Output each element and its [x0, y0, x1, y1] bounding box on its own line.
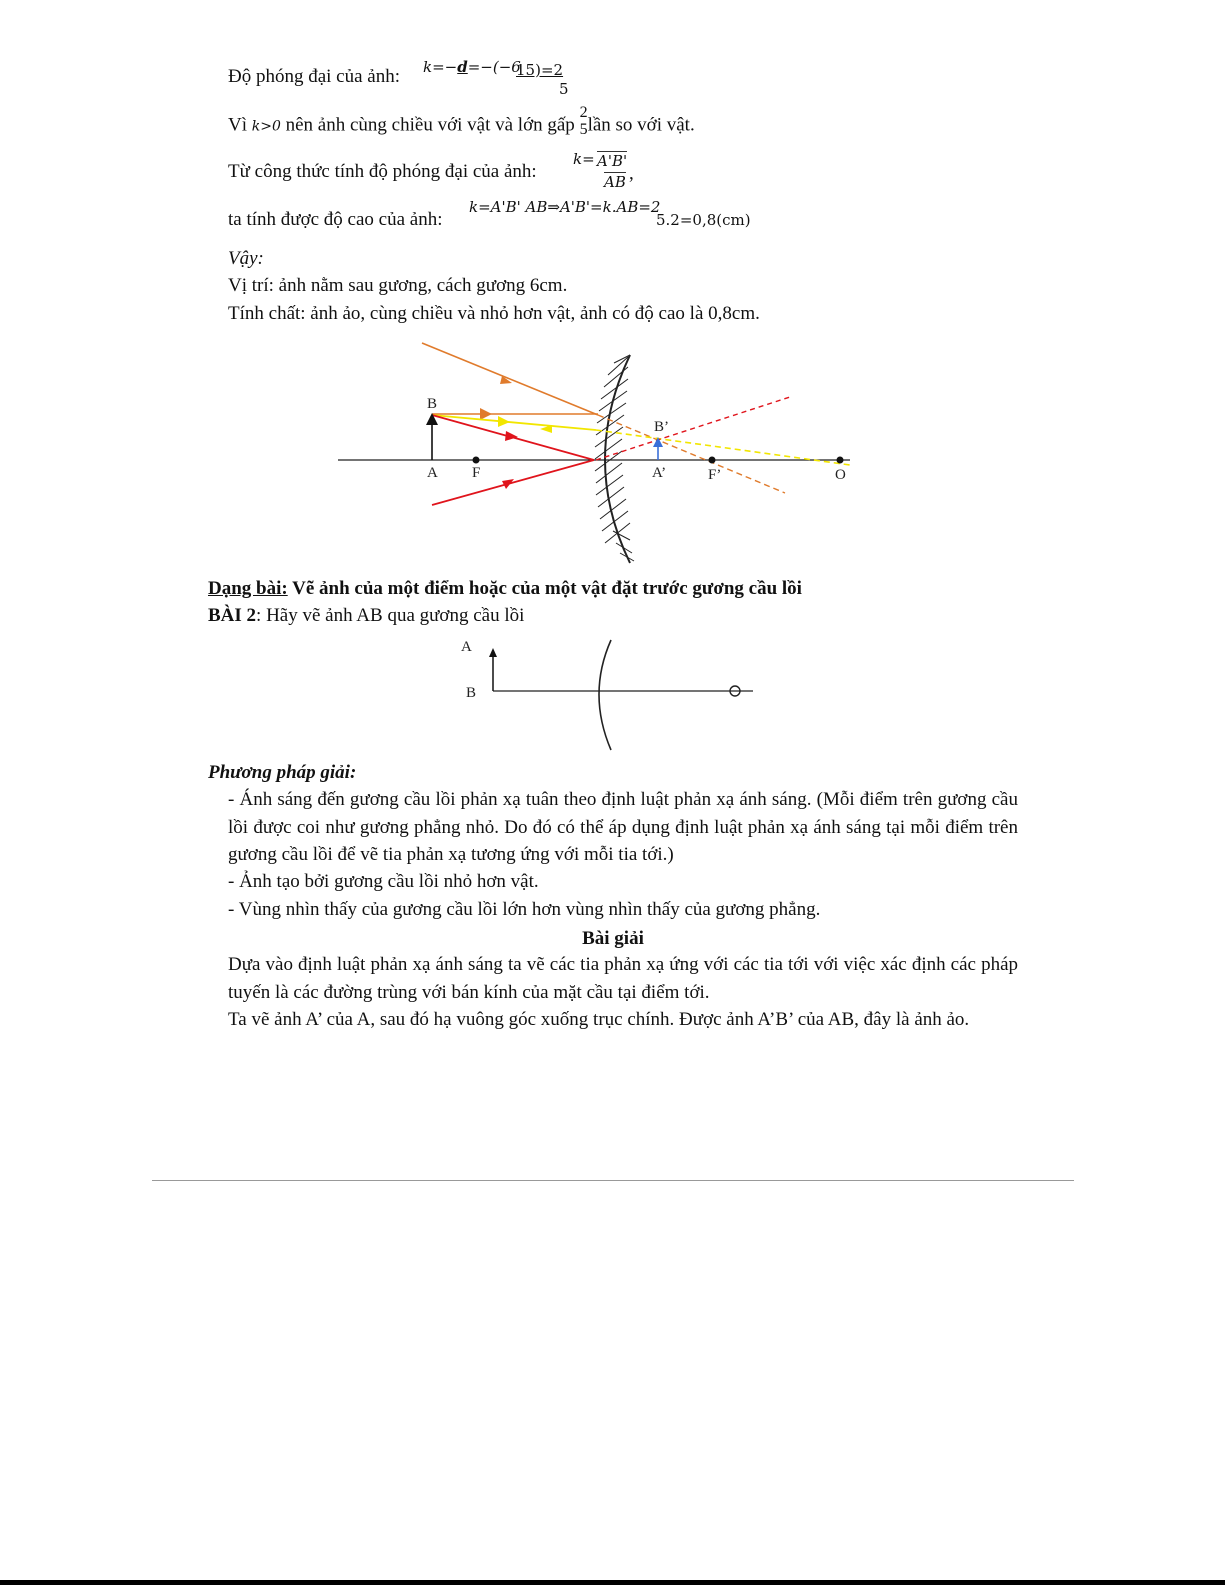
solution-paragraph-1: Dựa vào định luật phản xạ ánh sáng ta vẽ các tia phản xạ ứng với các tia tới với việc xác định các pháp tuyến là các đường trùng với bán kính của mặt cầu tại điểm tới.	[228, 954, 1018, 1003]
solution-paragraph-2: Ta vẽ ảnh A’ của A, sau đó hạ vuông góc xuống trục chính. Được ảnh A’B’ của AB, đây là ảnh ảo.	[228, 1009, 970, 1030]
center-point-O	[837, 457, 844, 464]
focus-point-Fp	[709, 457, 716, 464]
direction-line: Vì k>0 nên ảnh cùng chiều với vật và lớn gấp 2 5 lần so với vật.	[228, 104, 695, 138]
method-paragraph-3: - Vùng nhìn thấy của gương cầu lồi lớn hơn vùng nhìn thấy của gương phẳng.	[228, 899, 821, 920]
problem-type-heading: Dạng bài: Vẽ ảnh của một điểm hoặc của một vật đặt trước gương cầu lồi	[208, 578, 802, 599]
magnification-formula-end: 15)=2	[516, 61, 564, 79]
yellow-incident-arrow	[498, 416, 510, 427]
solution-heading: Bài giải	[582, 928, 644, 949]
convex-mirror	[605, 355, 630, 563]
label-A-2: A	[461, 639, 472, 655]
red-reflected-ray	[432, 460, 594, 505]
property-conclusion: Tính chất: ảnh ảo, cùng chiều và nhỏ hơn vật, ảnh có độ cao là 0,8cm.	[228, 303, 760, 324]
label-B: B	[427, 396, 438, 412]
orange-extension	[598, 415, 785, 493]
label-Fp: F’	[708, 467, 722, 483]
red-extension	[596, 397, 790, 460]
label-O: O	[835, 467, 846, 483]
object-arrowhead-2	[489, 648, 497, 657]
height-line: ta tính được độ cao của ảnh:	[228, 209, 443, 230]
method-paragraph-2: - Ảnh tạo bởi gương cầu lồi nhỏ hơn vật.	[228, 871, 539, 892]
height-formula: k=A'B' AB⇒A'B'=k.AB=2	[469, 198, 661, 216]
label-Bp: B’	[654, 419, 669, 435]
conclusion-heading: Vậy:	[228, 248, 264, 269]
orange-incident-arrow	[480, 408, 492, 420]
formula-line: Từ công thức tính độ phóng đại của ảnh:	[228, 161, 537, 182]
magnification-text: Độ phóng đại của ảnh:	[228, 66, 401, 87]
position-conclusion: Vị trí: ảnh nằm sau gương, cách gương 6cm.	[228, 275, 568, 296]
footer-rule	[152, 1180, 1074, 1181]
magnification-formula: k=−d=−(−6	[423, 58, 521, 76]
exercise-2-heading: BÀI 2: Hãy vẽ ảnh AB qua gương cầu lồi	[208, 605, 525, 626]
red-reflected-arrow	[502, 479, 514, 489]
fraction-two-fifths: 2 5	[579, 104, 588, 138]
ratio-formula: k=	[573, 150, 595, 168]
exercise-2-diagram	[455, 638, 765, 758]
orange-reflected-ray	[422, 343, 598, 415]
magnification-line	[228, 66, 400, 88]
label-F: F	[472, 465, 481, 481]
label-Ap: A’	[652, 465, 667, 481]
label-A: A	[427, 465, 438, 481]
convex-mirror-2	[599, 640, 611, 750]
magnification-denominator: 5	[559, 80, 569, 98]
height-result: 5.2=0,8(cm)	[656, 211, 751, 229]
method-heading: Phương pháp giải:	[208, 762, 357, 783]
page-bottom-edge	[0, 1580, 1225, 1585]
ratio-denominator: AB	[604, 173, 626, 191]
ratio-numerator: A'B'	[597, 152, 628, 170]
label-B-2: B	[466, 685, 477, 701]
convex-mirror-ray-diagram	[330, 335, 890, 570]
focus-point-F	[473, 457, 480, 464]
red-incident-arrow	[505, 431, 518, 441]
method-paragraph-1: - Ánh sáng đến gương cầu lồi phản xạ tuân theo định luật phản xạ ánh sáng. (Mỗi điểm trên gương cầu lồi được coi như gương phẳng nhỏ. Do đó có thể áp dụng định luật phản xạ ánh sáng tại mỗi điểm trên gương cầu lồi để vẽ tia phản xạ tương ứng với mỗi tia tới.)	[228, 789, 1018, 865]
